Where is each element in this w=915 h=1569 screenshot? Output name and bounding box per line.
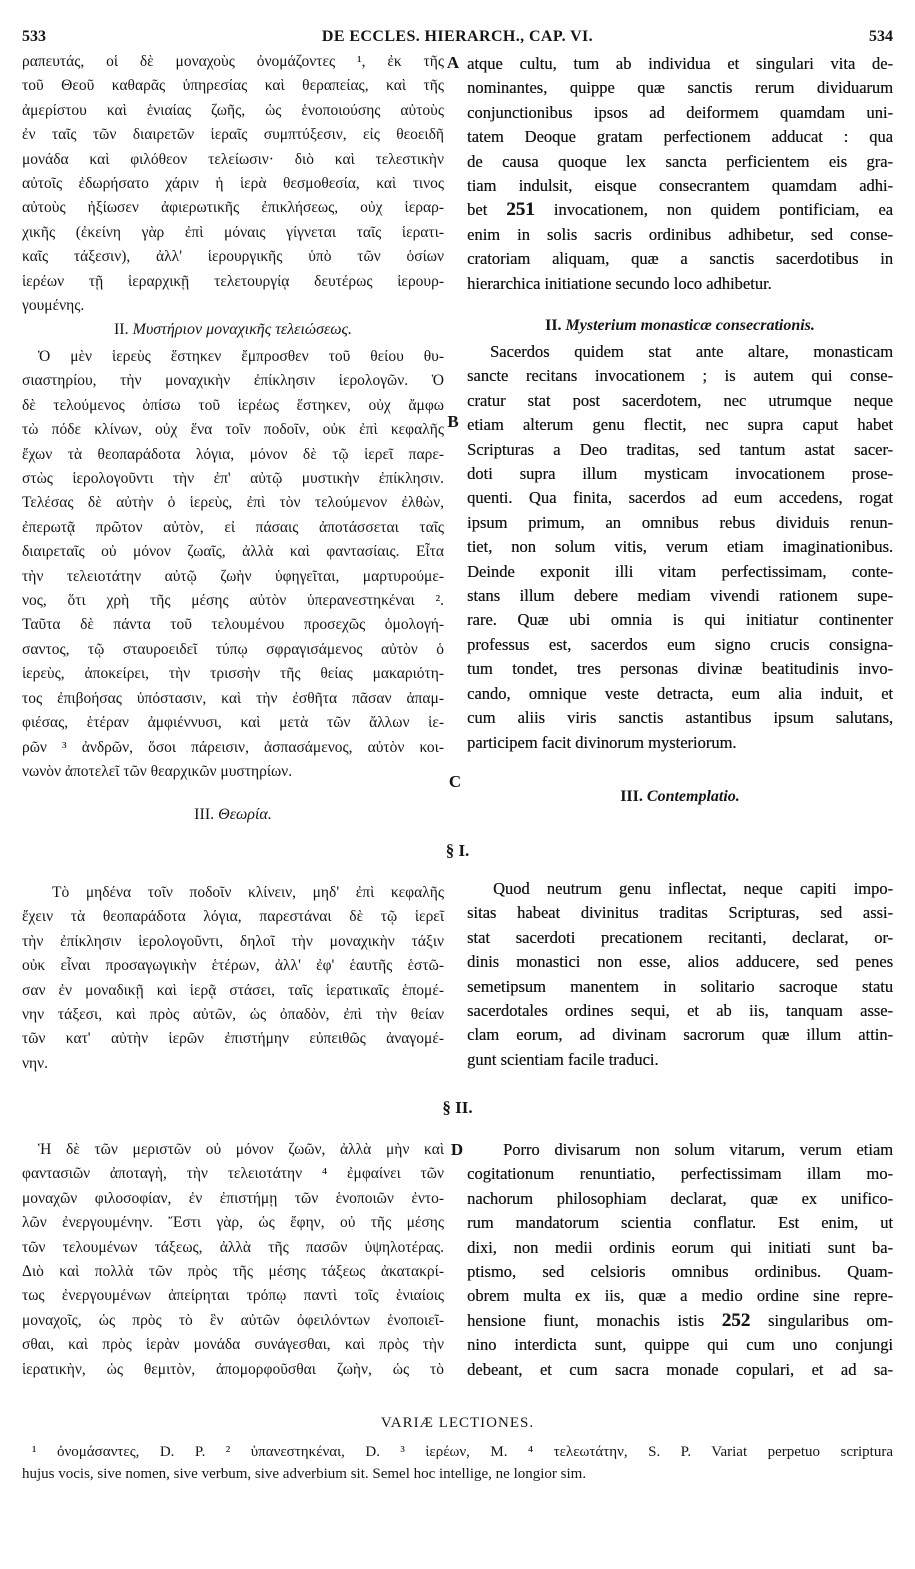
text-line: stat sacerdoti precationem recitanti, declarat, or- xyxy=(467,927,893,947)
text-line: τος ἐπιβοήσας ὑπόστασιν, καὶ τὴν ἐσθῆτα πᾶσαν ἀπαμ- xyxy=(22,689,444,707)
text-line: debeant, et cum sacra monade copulari, et ad sa- xyxy=(467,1359,893,1379)
greek-column-para1 xyxy=(22,881,444,1076)
text-line: διαιρεταῖς οὐ μόνον ζωαῖς, ἀλλὰ καὶ φαντασίαις. Εἶτα xyxy=(22,543,444,561)
heading-number: III. xyxy=(620,788,643,805)
text-line: Deinde exponit illi vitam perfectissimam, conte- xyxy=(467,561,893,581)
text-line xyxy=(467,1309,893,1333)
latin-heading-contemplatio xyxy=(467,785,893,809)
text-line: semetipsum manentem in solitario sacroque statu xyxy=(467,976,893,996)
greek-column-para2 xyxy=(22,1138,444,1382)
text-line: μονάδα καὶ φιλόθεον τελείωσιν· διὸ καὶ τελεστικὴν xyxy=(22,150,444,168)
text-line: hujus vocis, sive nomen, sive verbum, sive adverbium sit. Semel hoc intellige, ne longior sim. xyxy=(22,1466,587,1482)
heading-number: II. xyxy=(113,321,129,338)
variae-lectiones-title: VARIÆ LECTIONES. xyxy=(380,1415,535,1431)
paragraph-mark-2: § II. xyxy=(442,1098,473,1117)
text-segment: hensione fiunt, monachis istis xyxy=(467,1310,722,1330)
text-line: ρῶν ³ ἀνδρῶν, ὅσοι πάρεισιν, ἀσπασάμενος, αὐτὸν κοι- xyxy=(22,738,444,756)
margin-letter-d: D xyxy=(450,1140,464,1159)
text-line: tiam indulsit, eisque consecrantem quamdam adhi- xyxy=(467,176,893,196)
text-line: ptismo, sed celsioris omnibus ordinibus. Quam- xyxy=(467,1262,893,1282)
text-line: σαν ἐν μοναδικῇ καὶ ἱερᾷ στάσει, ταῖς ἱερατικαῖς ἑπομέ- xyxy=(22,981,444,999)
latin-column-para1 xyxy=(467,877,893,1072)
text-line: Ἡ δὲ τῶν μεριστῶν οὐ μόνον ζωῶν, ἀλλὰ μὴν καὶ xyxy=(38,1141,444,1158)
text-line: ραπευτάς, οἱ δὲ μοναχοὺς ὀνομάζοντες ¹, ἐκ τῆς xyxy=(22,53,444,70)
text-line: hierarchica initiatione secundo loco adhibetur. xyxy=(467,273,772,293)
text-line: νωνὸν ἀποτελεῖ τῶν θεαρχικῶν μυστηρίων. xyxy=(22,762,293,780)
text-line: gunt scientiam facile traduci. xyxy=(467,1049,659,1069)
greek-heading-mysterium xyxy=(22,318,444,342)
heading-title: Θεωρία. xyxy=(218,806,272,823)
text-line: enim in solis sacris ordinibus adhibetur, sed conse- xyxy=(467,224,893,244)
text-line: cum aliis viris sanctis astantibus ipsum salutans, xyxy=(467,708,893,728)
text-line: cando, omnique veste detracta, eum alia induit, et xyxy=(467,683,893,703)
text-line: μοναχοῖς, ὡς πρὸς τὸ ἓν αὐτῶν ὀφειλόντων ἑνοποιεῖ- xyxy=(22,1311,444,1329)
text-line: ipsum primum, an omnibus rebus dividuis renun- xyxy=(467,512,893,532)
text-line: quenti. Qua finita, sacerdos ad eum accedens, rogat xyxy=(467,488,893,508)
text-line: Sacerdos quidem stat ante altare, monasticam xyxy=(490,342,893,361)
page-number-right: 534 xyxy=(869,28,893,45)
text-line: τῶν τελουμένων τάξεως, ἀλλὰ τῆς πασῶν ὑψηλοτέρας. xyxy=(22,1238,444,1256)
text-line: τοῦ Θεοῦ καθαρᾶς ὑπηρεσίας καὶ θεραπείας, καὶ τῆς xyxy=(22,77,444,95)
text-line: nachorum philosophiam declarat, quæ ex unifico- xyxy=(467,1188,893,1208)
text-line: cratoriam aliquam, quæ a sanctis sacerdotibus in xyxy=(467,249,893,269)
latin-column-mysterium xyxy=(467,340,893,755)
text-line: ἔχων τὰ θεοπαράδοτα λόγια, μόνον δὲ τῷ ἱερεῖ παρε- xyxy=(22,445,444,463)
text-line: ἐπερωτᾷ πρῶτον αὐτὸν, εἰ πάσαις ἀποτάσσεται ταῖς xyxy=(22,518,444,536)
running-title: DE ECCLES. HIERARCH., CAP. VI. xyxy=(321,28,594,45)
text-line xyxy=(467,198,893,222)
text-line: φιέσας, ἑτέραν ἀμφιέννυσι, καὶ μετὰ τῶν ἄλλων ἱε- xyxy=(22,714,444,732)
margin-letter-a: A xyxy=(446,53,460,72)
text-line: ἀμερίστου καὶ ἑνιαίας ζωῆς, ὡς ἑνοποιούσης αὐτοὺς xyxy=(22,101,444,119)
text-line: Ταῦτα δὲ πάντα τοῦ τελουμένου προσεχῶς ὁμολογή- xyxy=(22,616,444,634)
text-line: Ὁ μὲν ἱερεὺς ἕστηκεν ἔμπροσθεν τοῦ θείου θυ- xyxy=(38,348,444,365)
text-line: dixi, non medii ordinis eorum qui initiati sunt ba- xyxy=(467,1237,893,1257)
text-line: ἱερατικὴν, ὡς θεμιτὸν, ἀπομορφοῦσθαι ζωὴν, ὡς τὸ xyxy=(22,1360,444,1378)
text-line: etiam alterum genu flectit, nec supra caput habet xyxy=(467,415,893,435)
greek-column-continuation xyxy=(22,50,444,318)
text-line: dinis monastici non esse, alios adducere, sed penes xyxy=(467,952,893,972)
text-line: σαντος, τῷ σταυροειδεῖ τύπῳ σφραγισάμενος αὐτὸν ὁ xyxy=(22,640,444,658)
text-line: doti supra illum mysticam invocationem prose- xyxy=(467,464,893,484)
text-line: φαντασιῶν ἀποταγὴ, τὴν τελειοτάτην ⁴ ἐμφαίνει τῶν xyxy=(22,1165,444,1183)
text-line: νην τάξεσι, καὶ πρὸς αὐτῶν, ὡς ὀπαδὸν, ἐπὶ τὴν θείαν xyxy=(22,1006,444,1024)
text-line: οὐκ εἶναι προσαγωγικὴν ἑτέρων, ἀλλ' ἐφ' ἑαυτῆς ἑστῶ- xyxy=(22,957,444,975)
heading-title: Contemplatio. xyxy=(646,788,740,805)
text-line: αὐτοῖς ἐδωρήσατο χάριν ἡ ἱερὰ θεσμοθεσία, καὶ τινος xyxy=(22,175,444,193)
page-number-left: 533 xyxy=(22,28,46,45)
heading-title: Μυστήριον μοναχικῆς τελειώσεως. xyxy=(132,321,353,338)
text-line: τὼ πόδε κλίνων, οὐχ ἕνα τοῖν ποδοῖν, οὐκ ἐπὶ κεφαλῆς xyxy=(22,421,444,439)
heading-title: Mysterium monasticæ consecrationis. xyxy=(565,317,815,334)
text-line: Scripturas a Deo traditas, sed tantum astat sacer- xyxy=(467,439,893,459)
text-segment: invocationem, non quidem pontificiam, ea xyxy=(534,200,893,220)
latin-heading-mysterium xyxy=(467,314,893,338)
text-line: professus est, sacerdos eum signo crucis consigna- xyxy=(467,634,893,654)
latin-column-continuation xyxy=(467,52,893,296)
text-segment: singularibus om- xyxy=(750,1310,893,1330)
text-line: ἱερεὺς, ἀποκείρει, τὴν τρισσὴν τῆς θείας μακαριότη- xyxy=(22,665,444,683)
text-line: obrem multa ex iis, quæ a medio ordine sine repre- xyxy=(467,1286,893,1306)
text-line: clam eorum, ad divinam sacrorum quæ illum attin- xyxy=(467,1025,893,1045)
text-line: αὐτοὺς ἠξίωσεν ἀφιερωτικῆς ἐπικλήσεως, οὐχ ἱεραρ- xyxy=(22,199,444,217)
margin-letter-c: C xyxy=(448,772,462,791)
text-line: τως ἐνεργουμένων ἀπείρηται τρόπῳ παντὶ τοῖς ἑνιαίοις xyxy=(22,1287,444,1305)
heading-number: III. xyxy=(194,806,215,823)
text-line: participem facit divinorum mysteriorum. xyxy=(467,732,737,752)
text-line: Τὸ μηδένα τοῖν ποδοῖν κλίνειν, μηδ' ἐπὶ κεφαλῆς xyxy=(52,884,444,901)
variae-lectiones-notes xyxy=(22,1441,893,1485)
text-line: sitas habeat divinitus traditas Scripturas, sed assi- xyxy=(467,903,893,923)
text-line: σιαστηρίου, τὴν μοναχικὴν ἐπίκλησιν ἱερολογῶν. Ὁ xyxy=(22,372,444,390)
text-segment: bet xyxy=(467,200,507,220)
heading-number: II. xyxy=(545,317,562,334)
text-line: ἐν ταῖς τῶν διαιρετῶν ἱεραῖς συμπτύξεσιν, εἰς θεοειδῆ xyxy=(22,126,444,144)
margin-letter-b: B xyxy=(447,412,459,431)
text-line: stans illum debere mediam vivendi rationem supe- xyxy=(467,586,893,606)
text-line: Quod neutrum genu inflectat, neque capiti impo- xyxy=(493,879,893,898)
text-line: μοναχῶν φιλοσοφίαν, ἐν ἐπιστήμῃ τῶν ἑνοποιῶν ἐντο- xyxy=(22,1189,444,1207)
text-line: Διὸ καὶ πολλὰ τῶν πρὸς τῆς μέσης τάξεως ἀκατακρί- xyxy=(22,1263,444,1281)
text-line: στὼς ἱερολογοῦντι τὴν ἐπ' αὐτῷ μυστικὴν ἐπίκλησιν. xyxy=(22,470,444,488)
text-line: Τελέσας δὲ αὐτὴν ὁ ἱερεὺς, ἐπὶ τὸν τελούμενον ἐλθὼν, xyxy=(22,494,444,512)
text-line: rare. Quæ ubi omnia is qui initiatur continenter xyxy=(467,610,893,630)
text-line: tum tondet, tres personas divinæ beatitudinis invo- xyxy=(467,659,893,679)
text-line: sancte recitans invocationem ; is autem qui conse- xyxy=(467,366,893,386)
text-line: de causa quoque lex sancta perficientem eis gra- xyxy=(467,151,893,171)
text-line: τὴν ἐπίκλησιν ἱερολογοῦντι, δηλοῖ τὴν μοναχικὴν τάξιν xyxy=(22,932,444,950)
text-line: χικῆς (ἐκείνη γὰρ ἐπὶ μόναις γίγνεται ταῖς ἱερατι- xyxy=(22,223,444,241)
text-line: λῶν ἐνεργουμένην. Ἔστι γὰρ, ὡς ἔφην, οὐ τῆς μέσης xyxy=(22,1214,444,1232)
text-line: nominantes, quippe quæ sanctis rerum dividuarum xyxy=(467,78,893,98)
text-line: tatem Deoque gratam perfectionem adducat : qua xyxy=(467,127,893,147)
text-line: ¹ ὀνομάσαντες, D. P. ² ὑπανεστηκέναι, D. ³ ἱερέων, M. ⁴ τελεωτάτην, S. P. Variat perpetuo scriptura xyxy=(32,1444,893,1460)
greek-column-mysterium xyxy=(22,345,444,784)
text-line: rum mandatorum scientia conflatur. Est enim, ut xyxy=(467,1213,893,1233)
text-line: conjunctionibus ipsos ad deiformem quamdam uni- xyxy=(467,102,893,122)
column-number: 251 xyxy=(506,199,535,221)
latin-column-para2 xyxy=(467,1138,893,1382)
text-line: καῖς τάξεσιν), ἀλλ' ἱερουργικῆς ὑπὸ τῶν ὁσίων xyxy=(22,248,444,266)
text-line: nino interdicta sunt, quippe qui cum uno conjungi xyxy=(467,1335,893,1355)
text-line: νος, ὅτι χρὴ τῆς μέσης αὐτὸν ὑπερανεστηκέναι ². xyxy=(22,592,444,610)
text-line: sacerdotales ordines sequi, et ab iis, tanquam asse- xyxy=(467,1001,893,1021)
text-line: τῶν κατ' αὐτὴν ἱερῶν ἐπιστήμην εὐπειθῶς ἀναγομέ- xyxy=(22,1030,444,1048)
text-line: νην. xyxy=(22,1054,48,1072)
text-line: σθαι, καὶ πρὸς ἱερὰν μονάδα συνάγεσθαι, καὶ πρὸς τὴν xyxy=(22,1336,444,1354)
greek-heading-theoria xyxy=(22,803,444,827)
text-line: cogitationum renuntiatio, perfectissimam illam mo- xyxy=(467,1164,893,1184)
text-line: ἔχειν τὰ θεοπαράδοτα λόγια, παρεστάναι δὲ τῷ ἱερεῖ xyxy=(22,908,444,926)
text-line: δὲ τελούμενος ὀπίσω τοῦ ἱερέως ἕστηκεν, οὐχ ἄμφω xyxy=(22,396,444,414)
text-line: tiet, non solum vitis, verum etiam imaginationibus. xyxy=(467,537,893,557)
text-line: γουμένης. xyxy=(22,297,85,315)
text-line: τὴν τελειοτάτην αὐτῷ ζωὴν ὑφηγεῖται, μαρτυρούμε- xyxy=(22,567,444,585)
column-number: 252 xyxy=(721,1309,751,1331)
text-line: ἱερέων τῇ ἱεραρχικῇ τελετουργίᾳ δευτέρως ἱερουρ- xyxy=(22,272,444,290)
text-line: cratur stat post sacerdotem, nec utrumque neque xyxy=(467,390,893,410)
paragraph-mark-1: § I. xyxy=(445,841,470,860)
text-line: Porro divisarum non solum vitarum, verum etiam xyxy=(503,1140,893,1159)
text-line: atque cultu, tum ab individua et singulari vita de- xyxy=(467,54,893,73)
